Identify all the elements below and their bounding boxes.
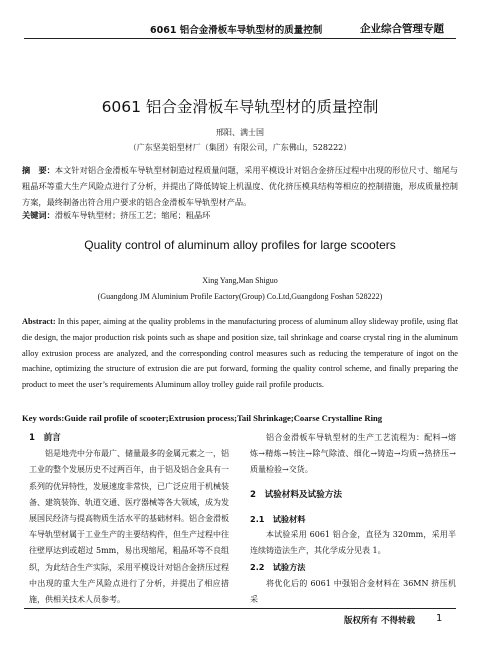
process-flow-paragraph: 铝合金滑板车导轨型材的生产工艺流程为：配料→熔炼→精炼→转注→除气除渣、细化→铸造→均质→热挤压→质量检验→交货。 [250,433,456,475]
abstract-cn-text: 本文针对铝合金滑板车导轨型材制造过程质量问题，采用平模设计对铝合金挤压过程中出现的形位尺寸、缩尾与粗晶环等重大生产风险点进行了分析，并提出了降低铸锭上机温度、优化挤压模具结构等相应的控制措施，形成质量控制方案，最终制备出符合用户要求的铝合金滑板车导轨型材产品。 [22,165,458,207]
running-header-title: 6061 铝合金滑板车导轨型材的质量控制 [150,25,323,36]
abstract-cn-label: 摘 要： [22,165,55,175]
keywords-cn-text: 滑板车导轨型材；挤压工艺；缩尾；粗晶环 [54,210,211,220]
authors-en: Xing Yang,Man Shiguo [202,276,278,285]
methods-paragraph: 将优化后的 6061 中强铝合金材料在 36MN 挤压机采 [250,578,456,604]
body-column-left [29,430,229,608]
abstract-en [22,314,458,393]
affiliation-cn: （广东坚美铝型材厂（集团）有限公司，广东佛山，528222） [128,143,352,152]
section-heading-intro: 1 前言 [29,433,61,443]
authors-cn: 邢阳、满士国 [216,128,264,137]
affiliation-en: (Guangdong JM Aluminium Profile Eactory(Group) Co.Ltd,Guangdong Foshan 528222) [97,292,383,301]
subsection-heading-methods: 2.2 试验方法 [250,562,306,573]
running-header-section: 企业综合管理专题 [360,23,444,35]
footer-divider [24,608,456,609]
paper-title-en: Quality control of aluminum alloy profiles for large scooters [84,238,396,252]
header-divider [24,38,456,39]
keywords-cn [22,210,458,221]
abstract-cn [22,162,458,210]
running-header [0,0,480,36]
materials-paragraph: 本试验采用 6061 铝合金，直径为 320mm，采用半连续铸造法生产，其化学成分见表 1。 [250,530,456,556]
abstract-en-text: In this paper, aiming at the quality problems in the manufacturing process of aluminum alloy slideway profile, using flat die design, the major production risk points such as shape and position size, tail shrinkage and coarse crystal ring in the aluminum alloy extrusion process are analyzed, and the corresponding control measures such as reducing the temperature of ingot on the machine, optimizing the structure of extrusion die are put forward, forming the quality control scheme, and finally preparing the product to meet the user’s requirements Aluminum alloy trolley guide rail profile products. [22,317,458,390]
body-column-right [250,430,456,608]
keywords-cn-label: 关键词： [22,210,55,220]
section-heading-materials: 2 试验材料及试验方法 [250,489,342,500]
copyright-notice: 版权所有 不得转载 [344,616,415,626]
keywords-en: Key words:Guide rail profile of scooter;Extrusion process;Tail Shrinkage;Coarse Crystalline Ring [22,413,383,423]
paper-title-cn: 6061 铝合金滑板车导轨型材的质量控制 [101,98,379,116]
subsection-heading-materials: 2.1 试验材料 [250,513,306,524]
intro-paragraph: 铝是地壳中分布最广、储量最多的金属元素之一，铝工业的整个发展历史不过两百年，由于铝及铝合金具有一系列的优异特性，发展速度非常快，已广泛应用于机械装备、建筑装饰、轨道交通、医疗器械等各大领域，成为发展国民经济与提高物质生活水平的基础材料。铝合金滑板车导轨型材属于工业生产的主要结构件，但生产过程中往往壁厚达到或超过 5mm，易出现缩尾，粗晶环等不良组织，为此结合生产实际，采用平模设计对铝合金挤压过程中出现的重大生产风险点进行了分析，并提出了相应措施，供相关技术人员参考。 [29,449,229,605]
page-number: 1 [436,613,443,624]
abstract-en-label: Abstract: [22,317,56,326]
